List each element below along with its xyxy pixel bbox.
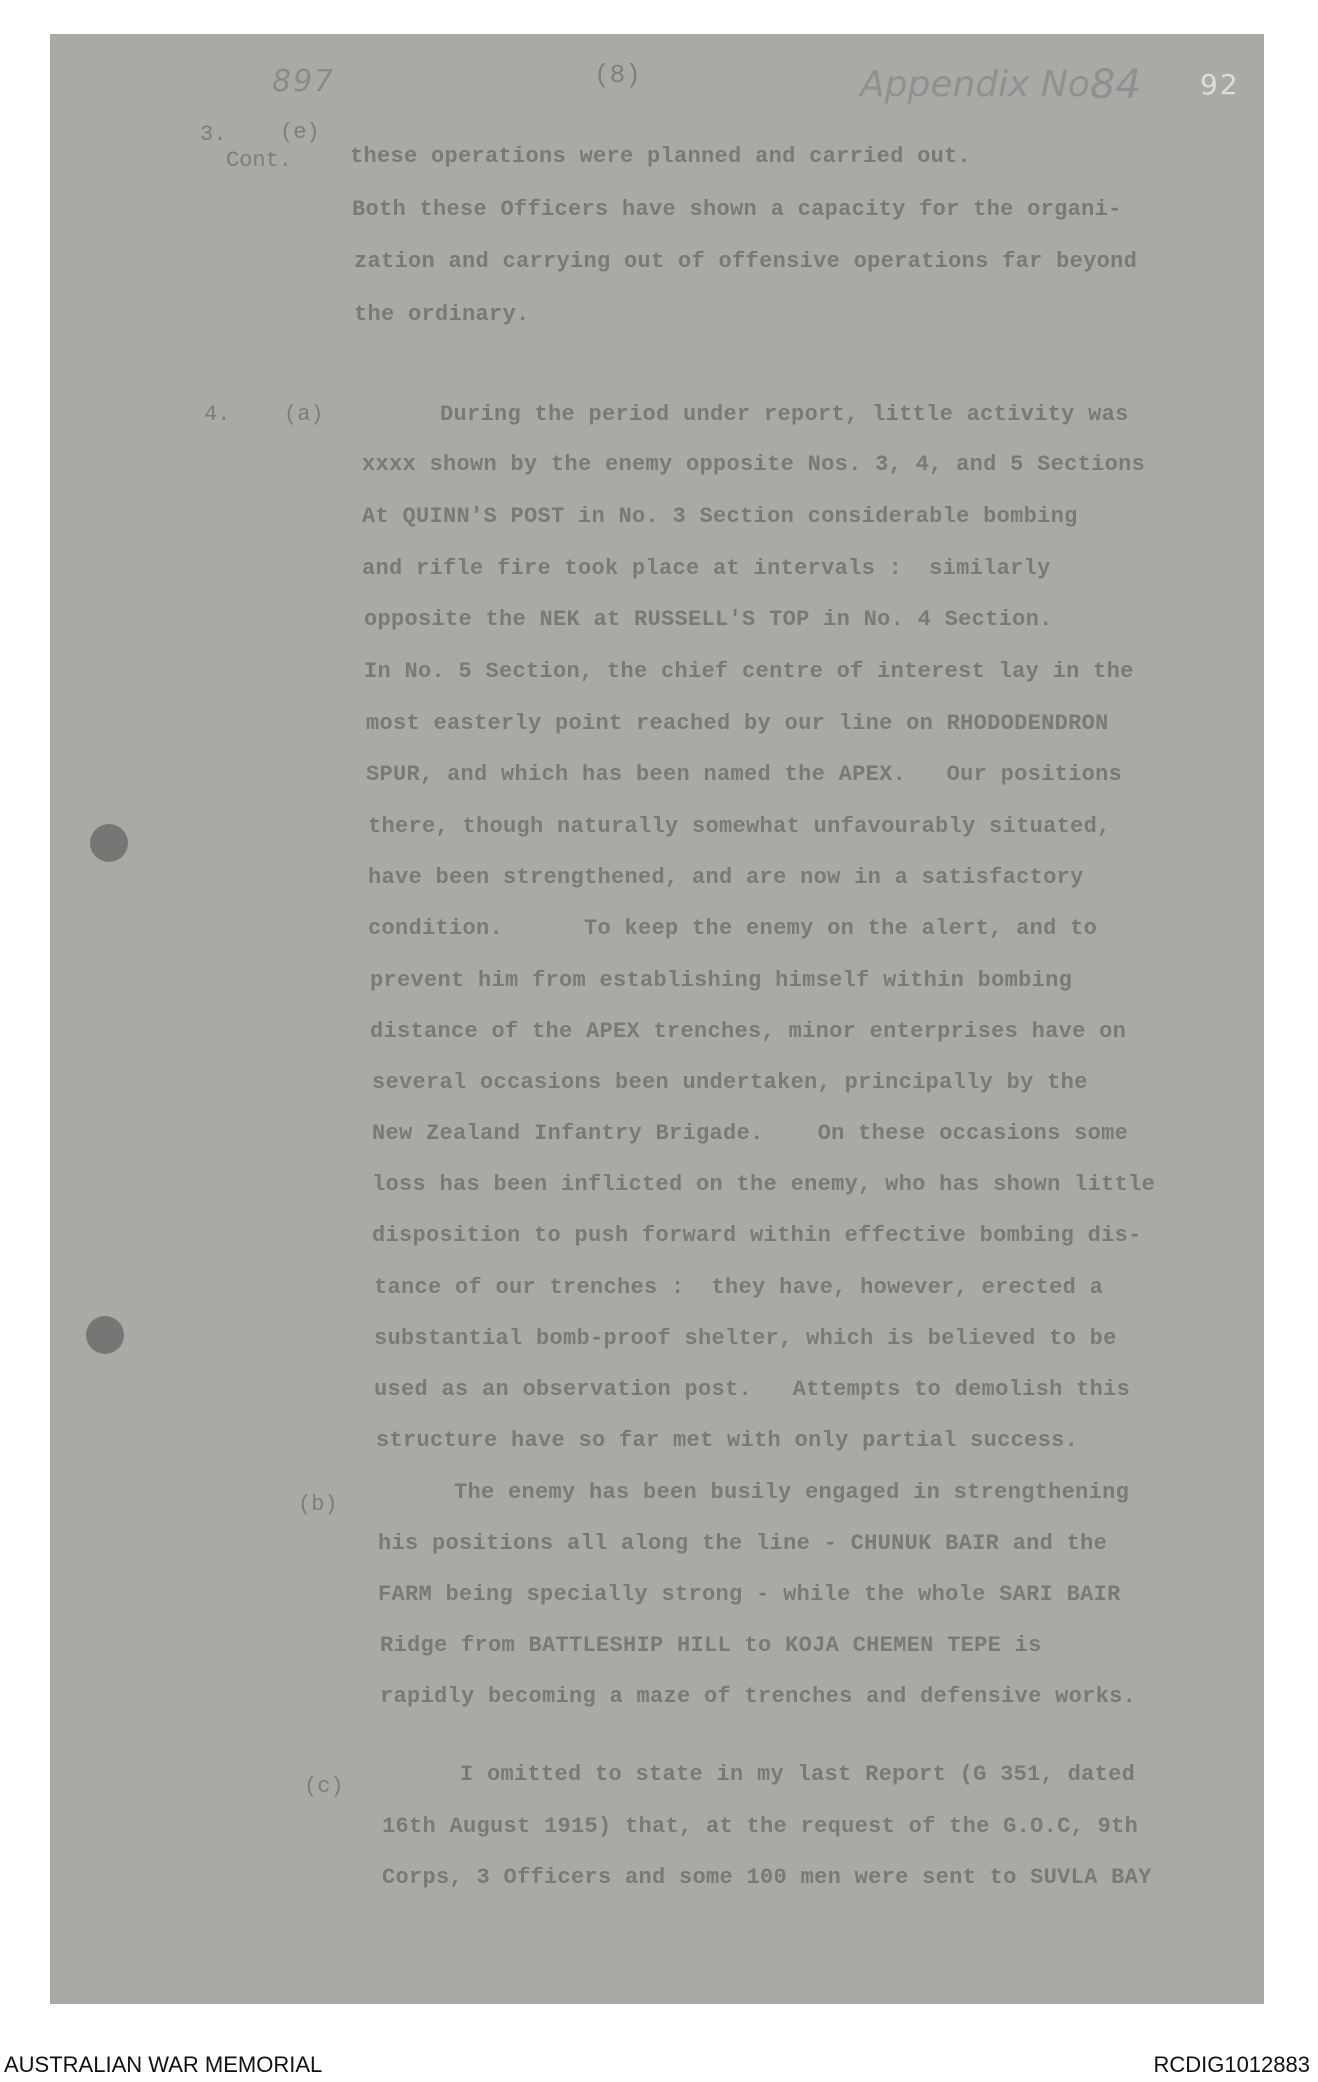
paragraph-3-sub: (e) (280, 120, 320, 145)
sub-b-marker: (b) (298, 1492, 338, 1517)
text-line: At QUINN'S POST in No. 3 Section considerable bombing (362, 504, 1078, 529)
text-line: SPUR, and which has been named the APEX. Our positions (366, 762, 1123, 787)
text-line: I omitted to state in my last Report (G 351, dated (460, 1762, 1136, 1787)
appendix-number: 84 (1090, 62, 1141, 108)
text-line: New Zealand Infantry Brigade. On these occasions some (372, 1121, 1129, 1146)
text-line: several occasions been undertaken, principally by the (372, 1070, 1088, 1095)
footer-archive-name: AUSTRALIAN WAR MEMORIAL (4, 2052, 323, 2077)
sub-a-marker: (a) (284, 402, 324, 427)
text-line: loss has been inflicted on the enemy, who has shown little (372, 1172, 1156, 1197)
text-line: FARM being specially strong - while the whole SARI BAIR (378, 1582, 1121, 1607)
text-line: there, though naturally somewhat unfavourably situated, (368, 814, 1111, 839)
paragraph-4-number: 4. (204, 402, 231, 427)
appendix-label: Appendix No. (860, 64, 1102, 105)
text-line: tance of our trenches : they have, however, erected a (374, 1275, 1104, 1300)
text-line: his positions all along the line - CHUNUK BAIR and the (378, 1531, 1108, 1556)
pencil-number: 897 (272, 64, 336, 99)
text-line: During the period under report, little activity was (440, 402, 1129, 427)
document-page (50, 34, 1264, 2004)
text-line: 16th August 1915) that, at the request of the G.O.C, 9th (382, 1814, 1139, 1839)
text-line: Corps, 3 Officers and some 100 men were sent to SUVLA BAY (382, 1865, 1152, 1890)
text-line: prevent him from establishing himself within bombing (370, 968, 1073, 993)
paragraph-3-number: 3. (200, 122, 227, 147)
text-line: Ridge from BATTLESHIP HILL to KOJA CHEMEN TEPE is (380, 1633, 1042, 1658)
text-line: these operations were planned and carried out. (350, 144, 972, 169)
text-line: structure have so far met with only partial success. (376, 1428, 1079, 1453)
text-line: condition. To keep the enemy on the alert, and to (368, 916, 1098, 941)
page-number: (8) (594, 60, 641, 90)
text-line: substantial bomb-proof shelter, which is believed to be (374, 1326, 1117, 1351)
text-line: distance of the APEX trenches, minor enterprises have on (370, 1019, 1127, 1044)
text-line: The enemy has been busily engaged in strengthening (454, 1480, 1130, 1505)
text-line: have been strengthened, and are now in a satisfactory (368, 865, 1084, 890)
sub-c-marker: (c) (304, 1774, 344, 1799)
text-line: rapidly becoming a maze of trenches and defensive works. (380, 1684, 1137, 1709)
text-line: the ordinary. (354, 302, 530, 327)
text-line: zation and carrying out of offensive operations far beyond (354, 249, 1138, 274)
text-line: In No. 5 Section, the chief centre of interest lay in the (364, 659, 1134, 684)
text-line: opposite the NEK at RUSSELL'S TOP in No. 4 Section. (364, 607, 1053, 632)
text-line: disposition to push forward within effective bombing dis- (372, 1223, 1142, 1248)
footer-record-id: RCDIG1012883 (1153, 2052, 1310, 2077)
text-line: Both these Officers have shown a capacity for the organi- (352, 197, 1122, 222)
folio-number: 92 (1200, 68, 1240, 101)
text-line: most easterly point reached by our line on RHODODENDRON (366, 711, 1109, 736)
text-line: xxxx shown by the enemy opposite Nos. 3, 4, and 5 Sections (362, 452, 1146, 477)
punch-hole-bottom (86, 1316, 124, 1354)
text-line: used as an observation post. Attempts to demolish this (374, 1377, 1131, 1402)
punch-hole-top (90, 824, 128, 862)
paragraph-3-cont: Cont. (226, 148, 293, 173)
text-line: and rifle fire took place at intervals : similarly (362, 556, 1051, 581)
